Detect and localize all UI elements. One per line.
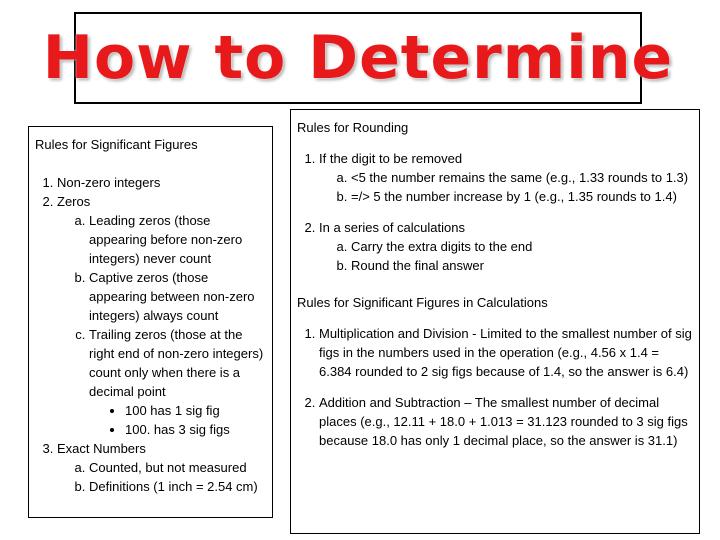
rule-label: Exact Numbers	[57, 441, 146, 456]
rounding-and-calculation-panel	[290, 109, 700, 534]
exact-numbers-sublist	[57, 458, 266, 496]
list-item: a. Counted, but not measured	[89, 458, 266, 477]
zeros-sublist	[57, 211, 266, 439]
trailing-zero-examples	[89, 401, 266, 439]
list-item: b. Definitions (1 inch = 2.54 cm)	[89, 477, 266, 496]
title-box	[42, 12, 674, 104]
digit-removal-sublist	[319, 168, 693, 206]
list-item: b. =/> 5 the number increase by 1 (e.g., 1.35 rounds to 1.4)	[351, 187, 693, 206]
list-item	[319, 218, 693, 275]
rule-label: Non-zero integers	[57, 175, 161, 190]
list-item: 1. Multiplication and Division - Limited to the smallest number of sig figs in the numbers used in the operation (e.g., 4.56 x 1.4 = 6.384 rounded to 2 sig figs because of 1.4, so the answer is 6.4)	[319, 324, 693, 381]
list-item: • 100. has 3 sig figs	[125, 420, 266, 439]
list-item	[57, 173, 266, 192]
list-item: a. <5 the number remains the same (e.g., 1.33 rounds to 1.3)	[351, 168, 693, 187]
list-item	[57, 192, 266, 439]
series-calc-sublist	[319, 237, 693, 275]
list-item: b. Round the final answer	[351, 256, 693, 275]
rounding-rules-list	[297, 149, 693, 275]
list-item: a. Carry the extra digits to the end	[351, 237, 693, 256]
list-item: • 100 has 1 sig fig	[125, 401, 266, 420]
list-item: a. Leading zeros (those appearing before non-zero integers) never count	[89, 211, 266, 268]
rule-label: If the digit to be removed	[319, 151, 463, 166]
page-title: How to Determine	[42, 23, 674, 93]
list-item: b. Captive zeros (those appearing between non-zero integers) always count	[89, 268, 266, 325]
rounding-heading: Rules for Rounding	[297, 120, 409, 135]
list-item	[57, 439, 266, 496]
list-item	[319, 149, 693, 206]
list-item	[89, 325, 266, 439]
sig-fig-rules-list	[35, 173, 266, 496]
calculations-heading: Rules for Significant Figures in Calculations	[297, 295, 548, 310]
sig-fig-rules-heading: Rules for Significant Figures	[35, 137, 198, 152]
rule-label: Zeros	[57, 194, 91, 209]
rule-text: Trailing zeros (those at the right end of non-zero integers) count only when there is a decimal point	[89, 327, 264, 399]
rule-label: In a series of calculations	[319, 220, 465, 235]
list-item: 2. Addition and Subtraction – The smallest number of decimal places (e.g., 12.11 + 18.0 + 1.013 = 31.123 rounded to 3 sig figs because 18.0 has only 1 decimal place, so the answer is 31.1)	[319, 393, 693, 450]
calculation-rules-list	[297, 324, 693, 450]
sig-fig-rules-panel	[28, 126, 273, 518]
